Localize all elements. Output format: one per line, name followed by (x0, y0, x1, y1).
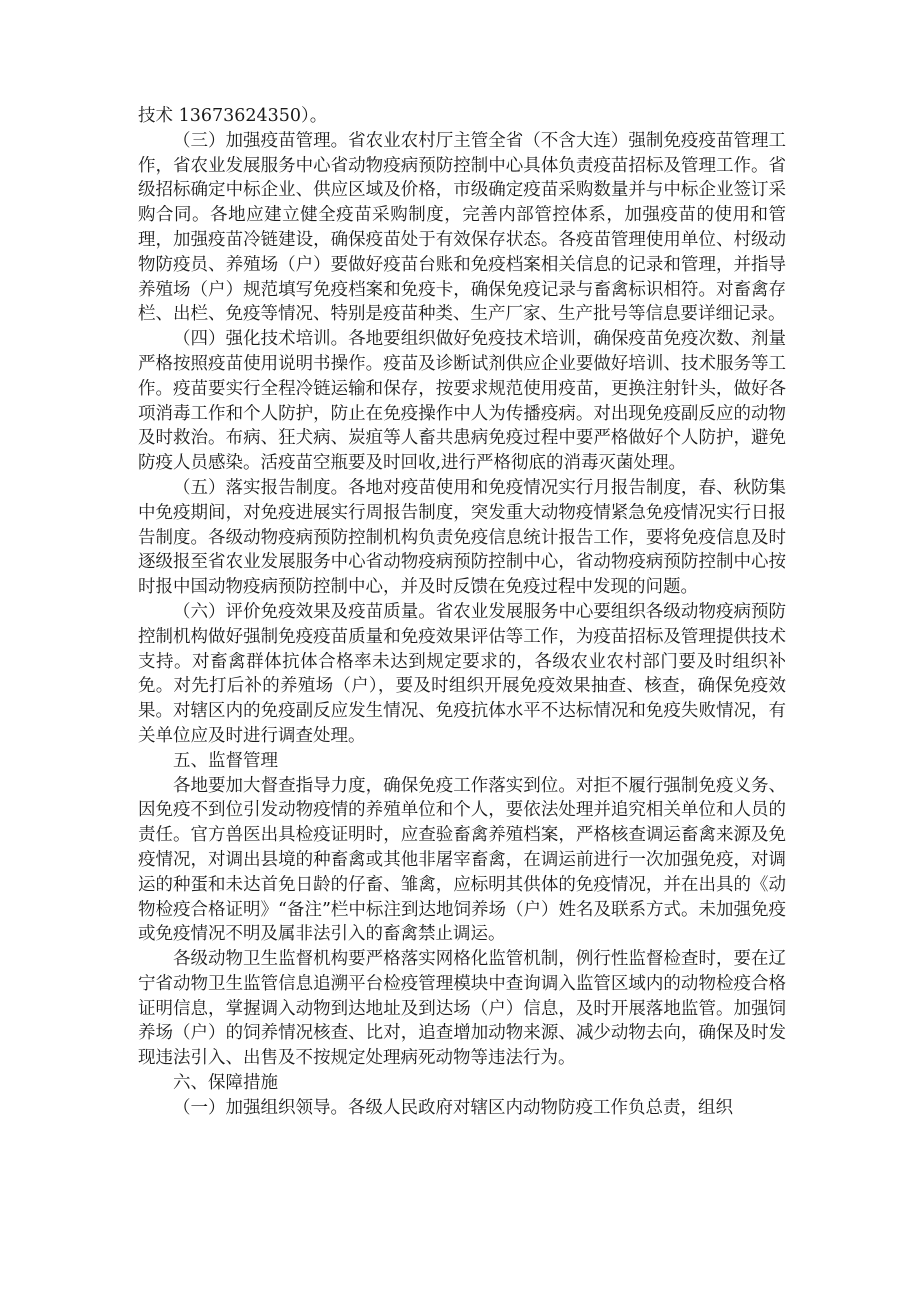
section-heading-safeguards: 六、保障措施 (173, 1073, 278, 1094)
section-heading-supervision: 五、监督管理 (173, 750, 278, 771)
paragraph-organization-leadership: （一）加强组织领导。各级人民政府对辖区内动物防疫工作负总责，组织 (173, 1097, 733, 1118)
paragraph-vaccine-management: （三）加强疫苗管理。省农业农村厅主管全省（不含大连）强制免疫疫苗管理工作，省农业发展服务中心省动物疫病预防控制中心具体负责疫苗招标及管理工作。省级招标确定中标企业、供应区域及价格，市级确定疫苗采购数量并与中标企业签订采购合同。各地应建立健全疫苗采购制度，完善内部管控体系，加强疫苗的使用和管理，加强疫苗冷链建设，确保疫苗处于有效保存状态。各疫苗管理使用单位、村级动物防疫员、养殖场（户）要做好疫苗台账和免疫档案相关信息的记录和管理，并指导养殖场（户）规范填写免疫档案和免疫卡，确保免疫记录与畜禽标识相符。对畜禽存栏、出栏、免疫等情况、特别是疫苗种类、生产厂家、生产批号等信息要详细记录。 (138, 130, 786, 325)
paragraph-evaluation: （六）评价免疫效果及疫苗质量。省农业发展服务中心要组织各级动物疫病预防控制机构做好强制免疫疫苗质量和免疫效果评估等工作，为疫苗招标及管理提供技术支持。对畜禽群体抗体合格率未达到规定要求的，各级农业农村部门要及时组织补免。对先打后补的养殖场（户），要及时组织开展免疫效果抽查、核查，确保免疫效果。对辖区内的免疫副反应发生情况、免疫抗体水平不达标情况和免疫失败情况，有关单位应及时进行调查处理。 (138, 601, 786, 746)
paragraph-technical-training: （四）强化技术培训。各地要组织做好免疫技术培训，确保疫苗免疫次数、剂量严格按照疫苗使用说明书操作。疫苗及诊断试剂供应企业要做好培训、技术服务等工作。疫苗要实行全程冷链运输和保存，按要求规范使用疫苗，更换注射针头，做好各项消毒工作和个人防护，防止在免疫操作中人为传播疫病。对出现免疫副反应的动物及时救治。布病、狂犬病、炭疽等人畜共患病免疫过程中要严格做好个人防护，避免防疫人员感染。活疫苗空瓶要及时回收,进行严格彻底的消毒灭菌处理。 (138, 329, 786, 474)
paragraph-contact-continuation: 技术 13673624350）。 (138, 106, 328, 126)
document-body (138, 104, 786, 1121)
paragraph-supervision-guidance: 各地要加大督查指导力度，确保免疫工作落实到位。对拒不履行强制免疫义务、因免疫不到位引发动物疫情的养殖单位和个人，要依法处理并追究相关单位和人员的责任。官方兽医出具检疫证明时，应查验畜禽养殖档案，严格核查调运畜禽来源及免疫情况，对调出县境的种畜禽或其他非屠宰畜禽，在调运前进行一次加强免疫，对调运的种蛋和未达首免日龄的仔畜、雏禽，应标明其供体的免疫情况，并在出具的《动物检疫合格证明》“备注”栏中标注到达地饲养场（户）姓名及联系方式。未加强免疫或免疫情况不明及属非法引入的畜禽禁止调运。 (138, 775, 786, 945)
paragraph-reporting-system: （五）落实报告制度。各地对疫苗使用和免疫情况实行月报告制度，春、秋防集中免疫期间，对免疫进展实行周报告制度，突发重大动物疫情紧急免疫情况实行日报告制度。各级动物疫病预防控制机构负责免疫信息统计报告工作，要将免疫信息及时逐级报至省农业发展服务中心省动物疫病预防控制中心，省动物疫病预防控制中心按时报中国动物疫病预防控制中心，并及时反馈在免疫过程中发现的问题。 (138, 477, 786, 598)
paragraph-grid-supervision: 各级动物卫生监督机构要严格落实网格化监管机制，例行性监督检查时，要在辽宁省动物卫生监管信息追溯平台检疫管理模块中查询调入监管区域内的动物检疫合格证明信息，掌握调入动物到达地址及到达场（户）信息，及时开展落地监管。加强饲养场（户）的饲养情况核查、比对，追查增加动物来源、减少动物去向，确保及时发现违法引入、出售及不按规定处理病死动物等违法行为。 (138, 949, 786, 1069)
